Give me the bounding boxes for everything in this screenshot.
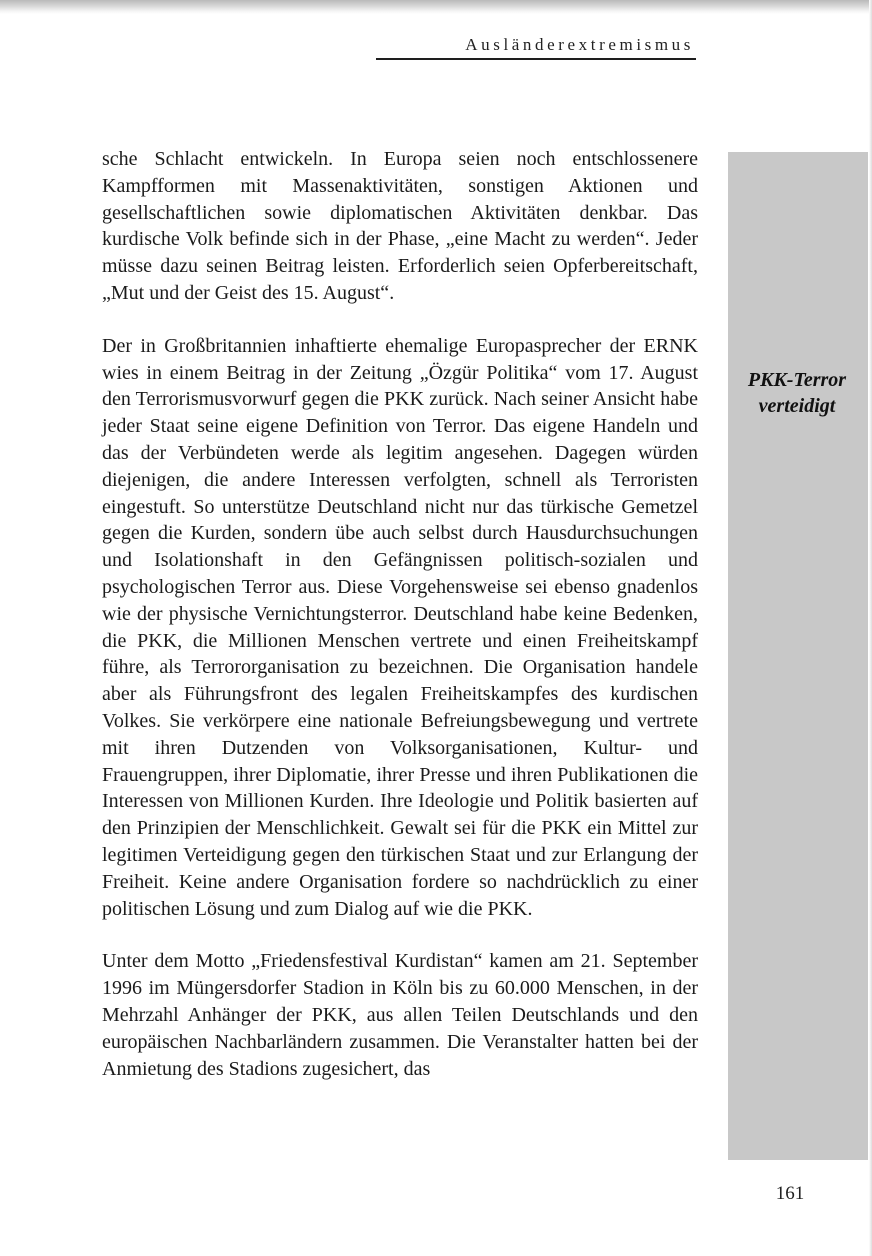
paragraph-3: Unter dem Motto „Friedensfestival Kurdistan“ kamen am 21. September 1996 im Müngersdorfer Stadion in Köln bis zu 60.000 Menschen, in der Mehrzahl Anhänger der PKK, aus allen Teilen Deutschlands und den europäischen Nachbarländern zusammen. Die Veranstalter hatten bei der Anmietung des Stadions zugesichert, das	[102, 950, 698, 1080]
margin-gray-band	[728, 152, 868, 1160]
scan-shadow-top	[0, 0, 872, 14]
margin-note	[728, 367, 866, 419]
header-rule	[376, 58, 696, 60]
running-header-title: Ausländerextremismus	[465, 35, 694, 54]
body-text-column	[102, 146, 698, 1082]
page-number: 161	[775, 1183, 805, 1204]
paragraph-2: Der in Großbritannien inhaftierte ehemalige Europasprecher der ERNK wies in einem Beitrag in der Zeitung „Özgür Politika“ vom 17. August den Terrorismusvorwurf gegen die PKK zurück. Nach seiner Ansicht habe jeder Staat seine eigene Definition von Terror. Das eigene Handeln und das der Verbündeten werde als legitim angesehen. Dagegen würden diejenigen, die andere Interessen verfolgten, schnell als Terroristen eingestuft. So unterstütze Deutschland nicht nur das türkische Gemetzel gegen die Kurden, sondern übe auch selbst durch Hausdurchsuchungen und Isolationshaft in den Gefängnissen politisch-sozialen und psychologischen Terror aus. Diese Vorgehensweise sei ebenso gnadenlos wie der physische Vernichtungsterror. Deutschland habe keine Bedenken, die PKK, die Millionen Menschen vertrete und einen Freiheitskampf führe, als Terrororganisation zu bezeichnen. Die Organisation handele aber als Führungsfront des legalen Freiheitskampfes des kurdischen Volkes. Sie verkörpere eine nationale Befreiungsbewegung und vertrete mit ihren Dutzenden von Volksorganisationen, Kultur- und Frauengruppen, ihrer Diplomatie, ihrer Presse und ihren Publikationen die Interessen von Millionen Kurden. Ihre Ideologie und Politik basierten auf den Prinzipien der Menschlichkeit. Gewalt sei für die PKK ein Mittel zur legitimen Verteidigung gegen den türkischen Staat und zur Erlangung der Freiheit. Keine andere Organisation fordere so nachdrücklich zu einer politischen Lösung und zum Dialog auf wie die PKK.	[102, 334, 698, 920]
paragraph-1: sche Schlacht entwickeln. In Europa seien noch entschlossenere Kampfformen mit Massenaktivitäten, sonstigen Aktionen und gesellschaftlichen sowie diplomatischen Aktivitäten denkbar. Das kurdische Volk befinde sich in der Phase, „eine Macht zu werden“. Jeder müsse dazu seinen Beitrag leisten. Erforderlich seien Opferbereitschaft, „Mut und der Geist des 15. August“.	[102, 148, 698, 304]
margin-note-line-1: PKK-Terror	[747, 369, 847, 391]
margin-note-line-2: verteidigt	[758, 395, 836, 417]
